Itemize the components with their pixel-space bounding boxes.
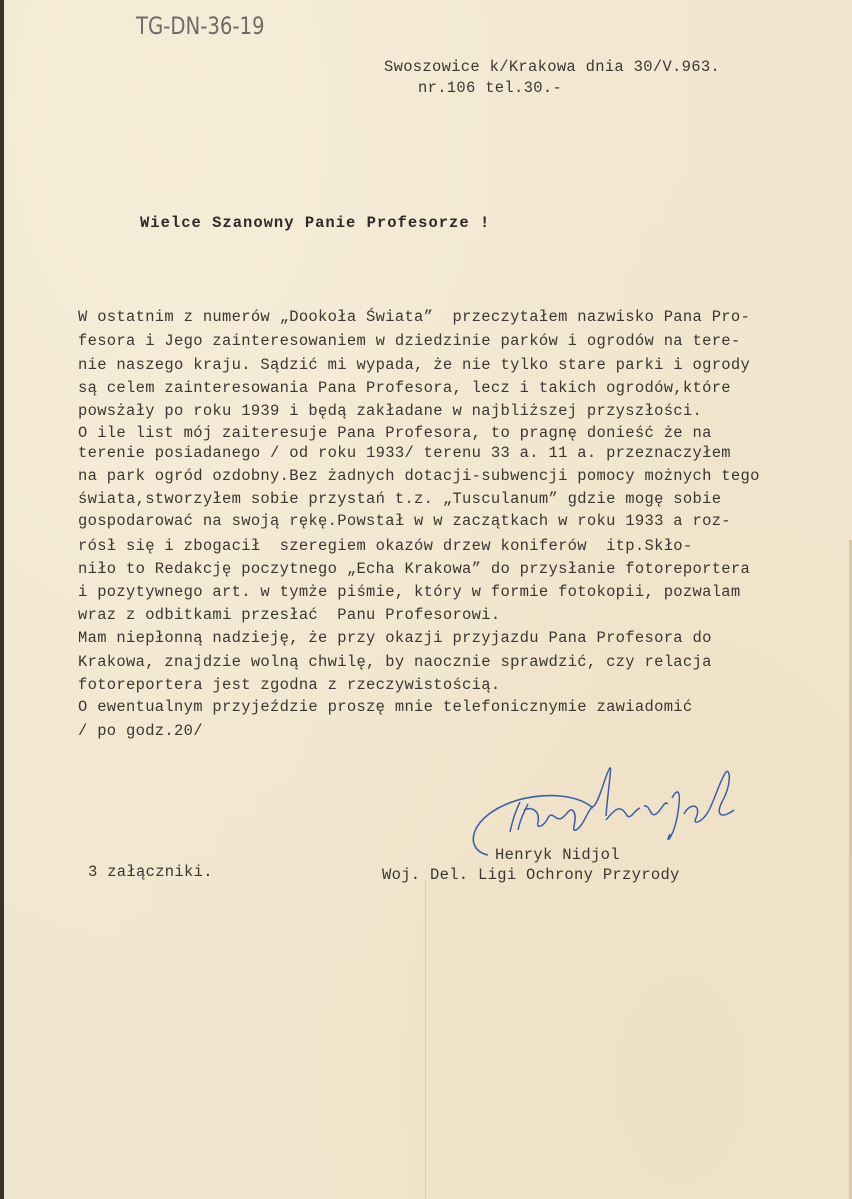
attachments-note: 3 załączniki. — [88, 863, 213, 881]
body-line: Krakowa, znajdzie wolną chwilę, by naocznie sprawdzić, czy relacja — [78, 653, 712, 671]
body-line: świata,stworzyłem sobie przystań t.z. „Tusculanum” gdzie mogę sobie — [78, 490, 722, 508]
salutation: Wielce Szanowny Panie Profesorze ! — [140, 214, 491, 232]
body-line: Mam niepłonną nadzieję, że przy okazji przyjazdu Pana Profesora do — [78, 629, 712, 647]
body-line: powsżały po roku 1939 i będą zakładane w najbliższej przyszłości. — [78, 402, 703, 420]
body-line: gospodarować na swoją rękę.Powstał w w zaczątkach w roku 1933 a roz- — [78, 512, 731, 530]
body-line: / po godz.20/ — [78, 722, 203, 740]
body-line: na park ogród ozdobny.Bez żadnych dotacji-subwencji pomocy możnych tego — [78, 467, 760, 485]
signatory-title: Woj. Del. Ligi Ochrony Przyrody — [382, 866, 680, 884]
body-line: W ostatnim z numerów „Dookoła Świata” przeczytałem nazwisko Pana Pro- — [78, 308, 751, 326]
body-line: nie naszego kraju. Sądzić mi wypada, że nie tylko stare parki i ogrody — [78, 356, 751, 374]
body-line: fesora i Jego zainteresowaniem w dziedzinie parków i ogrodów na tere- — [78, 332, 741, 350]
place-date-line: Swoszowice k/Krakowa dnia 30/V.963. — [384, 58, 721, 76]
body-line: wraz z odbitkami przesłać Panu Profesorowi. — [78, 606, 501, 624]
body-line: O ewentualnym przyjeździe proszę mnie telefonicznymie zawiadomić — [78, 698, 693, 716]
body-line: O ile list mój zaiteresuje Pana Profesora, to pragnę donieść że na — [78, 424, 712, 442]
body-line: są celem zainteresowania Pana Profesora, lecz i takich ogrodów,które — [78, 379, 731, 397]
address-phone-line: nr.106 tel.30.- — [418, 79, 563, 97]
body-line: rósł się i zbogacił szeregiem okazów drzew koniferów itp.Skło- — [78, 537, 693, 555]
archive-reference-mark: TG-DN-36-19 — [136, 12, 265, 40]
page-edge-left — [0, 0, 4, 1199]
body-line: fotoreportera jest zgodna z rzeczywistością. — [78, 676, 501, 694]
body-line: terenie posiadanego / od roku 1933/ terenu 33 a. 11 a. przeznaczyłem — [78, 444, 731, 462]
paper-fold — [425, 880, 426, 1199]
signatory-name: Henryk Nidjol — [495, 846, 620, 864]
body-line: i pozytywnego art. w tymże piśmie, który w formie fotokopii, pozwalam — [78, 583, 741, 601]
body-line: niło to Redakcję poczytnego „Echa Krakowa” do przysłanie fotoreportera — [78, 560, 751, 578]
